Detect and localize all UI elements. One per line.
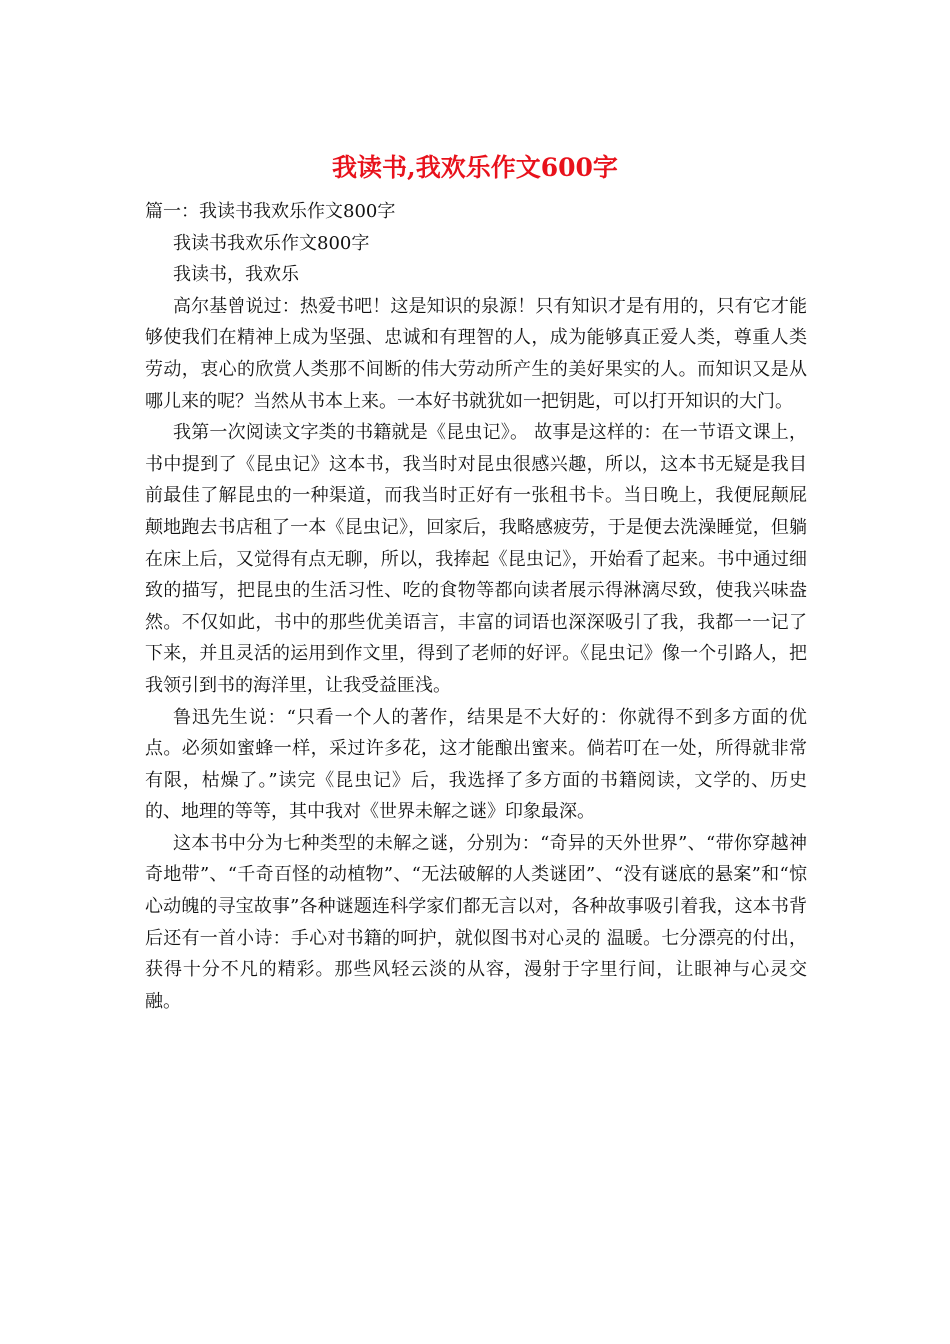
section-label: 篇一：我读书我欢乐作文800字 <box>145 201 396 222</box>
paragraph: 高尔基曾说过：热爱书吧！这是知识的泉源！只有知识才是有用的，只有它才能够使我们在精神上成为坚强、忠诚和有理智的人，成为能够真正爱人类，尊重人类劳动，衷心的欣赏人类那不间断的伟大劳动所产生的美好果实的人。而知识又是从哪儿来的呢？当然从书本上来。一本好书就犹如一把钥匙，可以打开知识的大门。 <box>145 295 807 412</box>
essay-subtitle: 我读书我欢乐作文800字 <box>173 232 370 254</box>
paragraph: 鲁迅先生说：“只看一个人的著作，结果是不大好的：你就得不到多方面的优点。必须如蜜蜂一样，采过许多花，这才能酿出蜜来。倘若叮在一处，所得就非常有限，枯燥了。”读完《昆虫记》后，我选择了多方面的书籍阅读，文学的、历史的、地理的等等，其中我对《世界未解之谜》印象最深。 <box>145 706 807 823</box>
document-body <box>145 196 807 1017</box>
paragraph: 这本书中分为七种类型的未解之谜，分别为：“奇异的天外世界”、“带你穿越神奇地带”、“千奇百怪的动植物”、“无法破解的人类谜团”、“没有谜底的悬案”和“惊心动魄的寻宝故事”各种谜题连科学家们都无言以对，各种故事吸引着我，这本书背后还有一首小诗：手心对书籍的呵护，就似图书对心灵的 温暖。七分漂亮的付出，获得十分不凡的精彩。那些风轻云淡的从容，漫射于字里行间，让眼神与心灵交融。 <box>145 832 807 1012</box>
paragraph: 我第一次阅读文字类的书籍就是《昆虫记》。 故事是这样的：在一节语文课上，书中提到了《昆虫记》这本书，我当时对昆虫很感兴趣，所以，这本书无疑是我目前最佳了解昆虫的一种渠道，而我当时正好有一张租书卡。当日晚上，我便屁颠屁颠地跑去书店租了一本《昆虫记》，回家后，我略感疲劳，于是便去洗澡睡觉，但躺在床上后，又觉得有点无聊，所以，我捧起《昆虫记》，开始看了起来。书中通过细致的描写，把昆虫的生活习性、吃的食物等都向读者展示得淋漓尽致，使我兴味盎然。不仅如此，书中的那些优美语言，丰富的词语也深深吸引了我，我都一一记了下来，并且灵活的运用到作文里，得到了老师的好评。《昆虫记》像一个引路人，把我领引到书的海洋里，让我受益匪浅。 <box>145 422 807 696</box>
essay-heading: 我读书，我欢乐 <box>173 264 299 286</box>
document-title: 我读书,我欢乐作文600字 <box>332 153 618 182</box>
